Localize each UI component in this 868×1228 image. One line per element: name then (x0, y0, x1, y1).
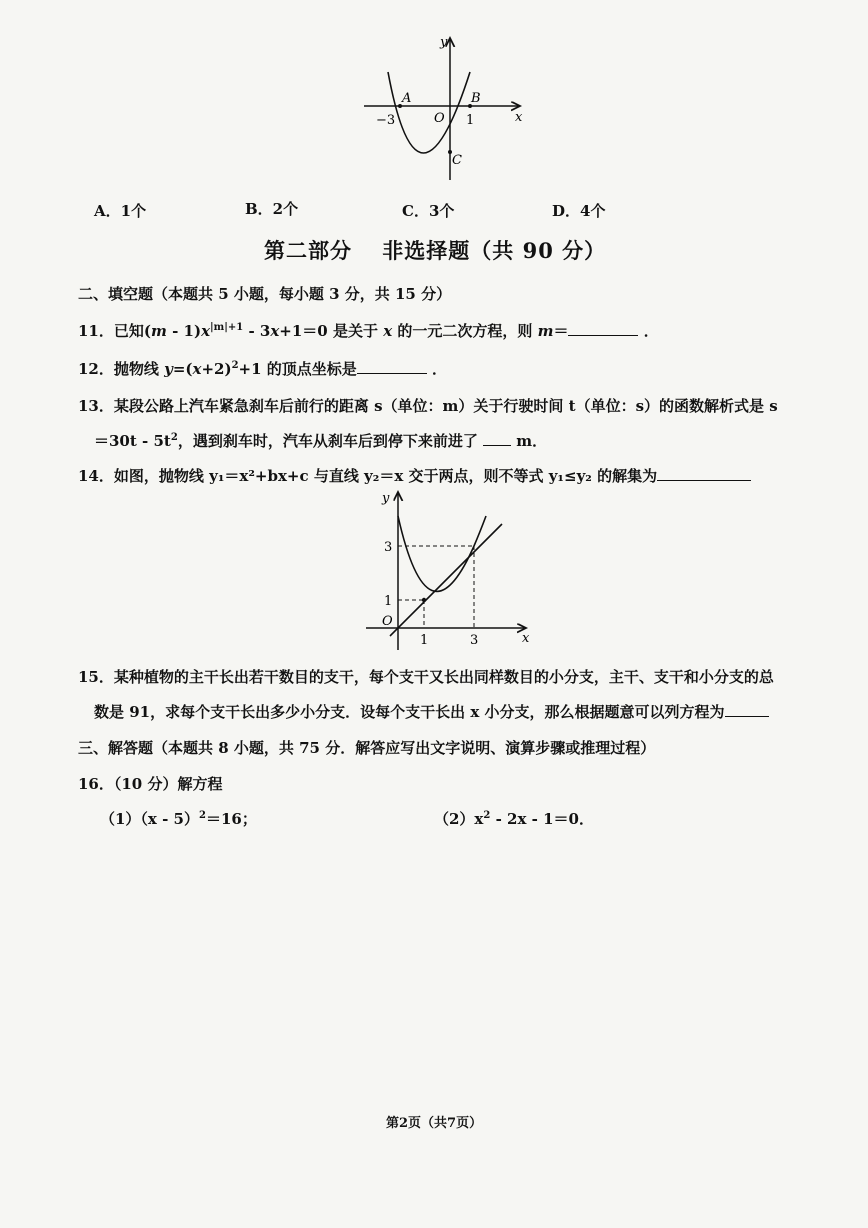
question-number: 11． (78, 322, 114, 340)
answer-blank[interactable] (657, 479, 751, 481)
q11-var: x (270, 322, 280, 340)
question-16 (78, 773, 222, 794)
q13-text: ＝30t - 5t (94, 432, 171, 450)
q16-part-text: （1）（x - 5） (100, 810, 199, 828)
parabola-curve (388, 72, 470, 153)
part-title: 第二部分 非选择题（共 90 分） (264, 238, 607, 263)
q11-var: m (537, 322, 554, 340)
section-heading-fill-in: 二、填空题（本题共 5 小题，每小题 3 分，共 15 分） (78, 285, 452, 303)
q11-var: m (150, 322, 167, 340)
question-12 (78, 358, 447, 379)
q12-var: x (192, 360, 202, 378)
point-c-label: C (452, 153, 462, 168)
q16-text: （10 分）解方程 (113, 775, 223, 793)
q11-text: ． (643, 322, 659, 340)
q11-exponent: |m|+1 (210, 322, 244, 333)
option-b[interactable]: B．2个 (245, 200, 299, 218)
option-c[interactable]: C．3个 (402, 202, 455, 220)
tick-x1-label: 1 (420, 633, 429, 648)
q15-text: 某种植物的主干长出若干数目的支干，每个支干又长出同样数目的小分支，主干、支干和小分支的总 (113, 668, 774, 686)
tick-neg3-label: −3 (376, 113, 396, 128)
tick-1-label: 1 (466, 113, 475, 128)
q12-text: ． (432, 360, 448, 378)
question-15-line-2 (94, 701, 769, 722)
q13-text: 某段公路上汽车紧急刹车后前行的距离 s（单位：m）关于行驶时间 t（单位：s）的函数解析式是 s (113, 397, 778, 415)
section-heading-solve: 三、解答题（本题共 8 小题，共 75 分．解答应写出文字说明、演算步骤或推理过程） (78, 739, 656, 757)
question-16-part-1 (100, 808, 257, 829)
q13-text: m． (511, 432, 548, 450)
q12-exponent: 2 (231, 360, 239, 371)
q16-part-text: ＝16； (205, 810, 257, 828)
q11-text: ＝ (553, 322, 569, 340)
parabola-line-figure-2 (362, 488, 540, 654)
question-13-line-1 (78, 395, 778, 416)
origin-label: O (434, 111, 445, 126)
question-number: 16． (78, 775, 114, 793)
intersection-dot (422, 598, 426, 602)
question-15-line-1 (78, 666, 774, 687)
q11-text: - 3 (243, 322, 271, 340)
origin-label: O (382, 614, 393, 629)
q11-text: 已知( (113, 322, 151, 340)
answer-blank[interactable] (483, 444, 511, 446)
q13-exponent: 2 (170, 432, 178, 443)
q14-text: 如图，抛物线 y₁＝x²+bx+c 与直线 y₂＝x 交于两点，则不等式 y₁≤y₂ 的解集为 (113, 467, 658, 485)
q16-exponent: 2 (199, 810, 206, 821)
q11-text: +1＝0 是关于 (279, 322, 384, 340)
question-14 (78, 465, 751, 486)
line-y2 (390, 524, 502, 636)
q16-part-text: （2）x (434, 810, 484, 828)
answer-blank[interactable] (357, 372, 427, 374)
axis-x-label: x (522, 631, 530, 646)
q12-text: +1 的顶点坐标是 (238, 360, 357, 378)
tick-y1-label: 1 (384, 594, 393, 609)
q12-text: =( (172, 360, 193, 378)
axis-x-label: x (515, 110, 523, 125)
q12-var: y (164, 360, 173, 378)
q12-text: +2) (201, 360, 232, 378)
q15-text: 数是 91，求每个支干长出多少小分支．设每个支干长出 x 小分支，那么根据题意可以列方程为 (94, 703, 725, 721)
question-13-line-2 (94, 430, 547, 451)
q11-text: - 1) (166, 322, 202, 340)
point-b-label: B (471, 91, 481, 106)
point-a-label: A (402, 91, 412, 106)
answer-blank[interactable] (568, 334, 638, 336)
question-16-part-2 (434, 808, 594, 829)
axis-y-label: y (440, 35, 448, 50)
option-a[interactable]: A．1个 (94, 202, 147, 220)
parabola-figure-1 (360, 34, 540, 194)
q11-var: x (383, 322, 393, 340)
tick-y3-label: 3 (384, 540, 393, 555)
axis-y-label: y (382, 491, 390, 506)
q11-text: 的一元二次方程，则 (392, 322, 538, 340)
question-number: 15． (78, 668, 114, 686)
q16-part-text: - 2x - 1＝0． (490, 810, 594, 828)
q16-exponent: 2 (483, 810, 491, 821)
q12-text: 抛物线 (113, 360, 165, 378)
question-number: 14． (78, 467, 114, 485)
q11-var: x (201, 322, 211, 340)
answer-blank[interactable] (725, 715, 769, 717)
question-11 (78, 320, 659, 341)
question-number: 12． (78, 360, 114, 378)
page-footer: 第2页（共7页） (386, 1116, 483, 1131)
option-d[interactable]: D．4个 (552, 202, 606, 220)
tick-x3-label: 3 (470, 633, 479, 648)
q13-text: ，遇到刹车时，汽车从刹车后到停下来前进了 (177, 432, 484, 450)
question-number: 13． (78, 397, 114, 415)
